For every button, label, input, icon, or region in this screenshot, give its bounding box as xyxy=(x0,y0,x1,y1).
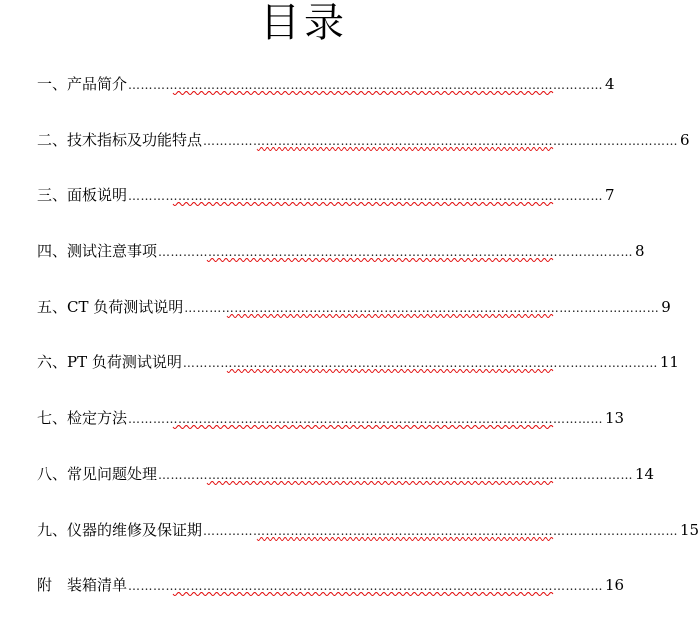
spellcheck-underline xyxy=(227,370,553,375)
toc-entry[interactable] xyxy=(37,352,679,408)
toc-entry[interactable] xyxy=(37,297,671,353)
toc-entry[interactable] xyxy=(37,74,615,130)
toc-entry-label: 五、CT 负荷测试说明 xyxy=(37,297,184,316)
spellcheck-underline xyxy=(173,92,553,97)
dot-leader: …………………………………………………………………………………………………… xyxy=(203,523,679,538)
toc-entry[interactable] xyxy=(37,130,690,186)
toc-entry-label: 八、常见问题处理 xyxy=(37,464,158,483)
dot-leader: …………………………………………………………………………………………………… xyxy=(128,579,604,594)
toc-entry[interactable] xyxy=(37,408,625,464)
spellcheck-underline xyxy=(207,482,553,487)
dot-leader: …………………………………………………………………………………………………… xyxy=(158,245,634,260)
spellcheck-underline xyxy=(173,203,553,208)
toc-entry[interactable] xyxy=(37,241,645,297)
toc-entry-page: 9 xyxy=(661,297,671,316)
toc-entry-page: 15 xyxy=(680,520,699,539)
toc-entry-page: 7 xyxy=(605,186,615,205)
toc-entry-page: 14 xyxy=(635,464,655,483)
toc-entry-page: 4 xyxy=(605,75,615,93)
toc-entry-label: 七、检定方法 xyxy=(37,409,128,428)
table-of-contents xyxy=(37,74,699,631)
dot-leader: …………………………………………………………………………………………………… xyxy=(158,467,634,482)
toc-entry-label: 四、测试注意事项 xyxy=(37,242,158,261)
toc-entry[interactable] xyxy=(37,185,615,241)
toc-entry[interactable] xyxy=(37,575,625,631)
spellcheck-underline xyxy=(173,593,553,598)
toc-entry[interactable] xyxy=(37,464,655,520)
toc-entry-page: 8 xyxy=(635,242,645,261)
toc-entry-label: 三、面板说明 xyxy=(37,186,128,205)
dot-leader: …………………………………………………………………………………………………… xyxy=(128,412,604,427)
toc-entry-page: 16 xyxy=(605,576,625,595)
toc-entry-page: 13 xyxy=(605,409,625,428)
toc-entry-label: 附 装箱清单 xyxy=(37,576,128,595)
toc-entry-label: 九、仪器的维修及保证期 xyxy=(37,520,203,539)
toc-entry-label: 六、PT 负荷测试说明 xyxy=(37,353,182,372)
dot-leader: …………………………………………………………………………………………………… xyxy=(203,133,679,148)
dot-leader: …………………………………………………………………………………………………… xyxy=(182,356,658,371)
toc-entry[interactable] xyxy=(37,520,699,576)
toc-entry-page: 11 xyxy=(659,353,679,372)
page-title: 目录 xyxy=(260,0,348,46)
dot-leader: …………………………………………………………………………………………………… xyxy=(128,189,604,204)
toc-entry-label: 二、技术指标及功能特点 xyxy=(37,130,203,149)
spellcheck-underline xyxy=(257,148,553,153)
spellcheck-underline xyxy=(173,426,553,431)
spellcheck-underline xyxy=(257,538,553,543)
dot-leader: …………………………………………………………………………………………………… xyxy=(184,300,660,315)
dot-leader: …………………………………………………………………………………………………… xyxy=(128,78,604,92)
spellcheck-underline xyxy=(227,315,553,320)
spellcheck-underline xyxy=(207,259,553,264)
toc-entry-page: 6 xyxy=(680,130,690,149)
toc-entry-label: 一、产品简介 xyxy=(37,75,128,93)
